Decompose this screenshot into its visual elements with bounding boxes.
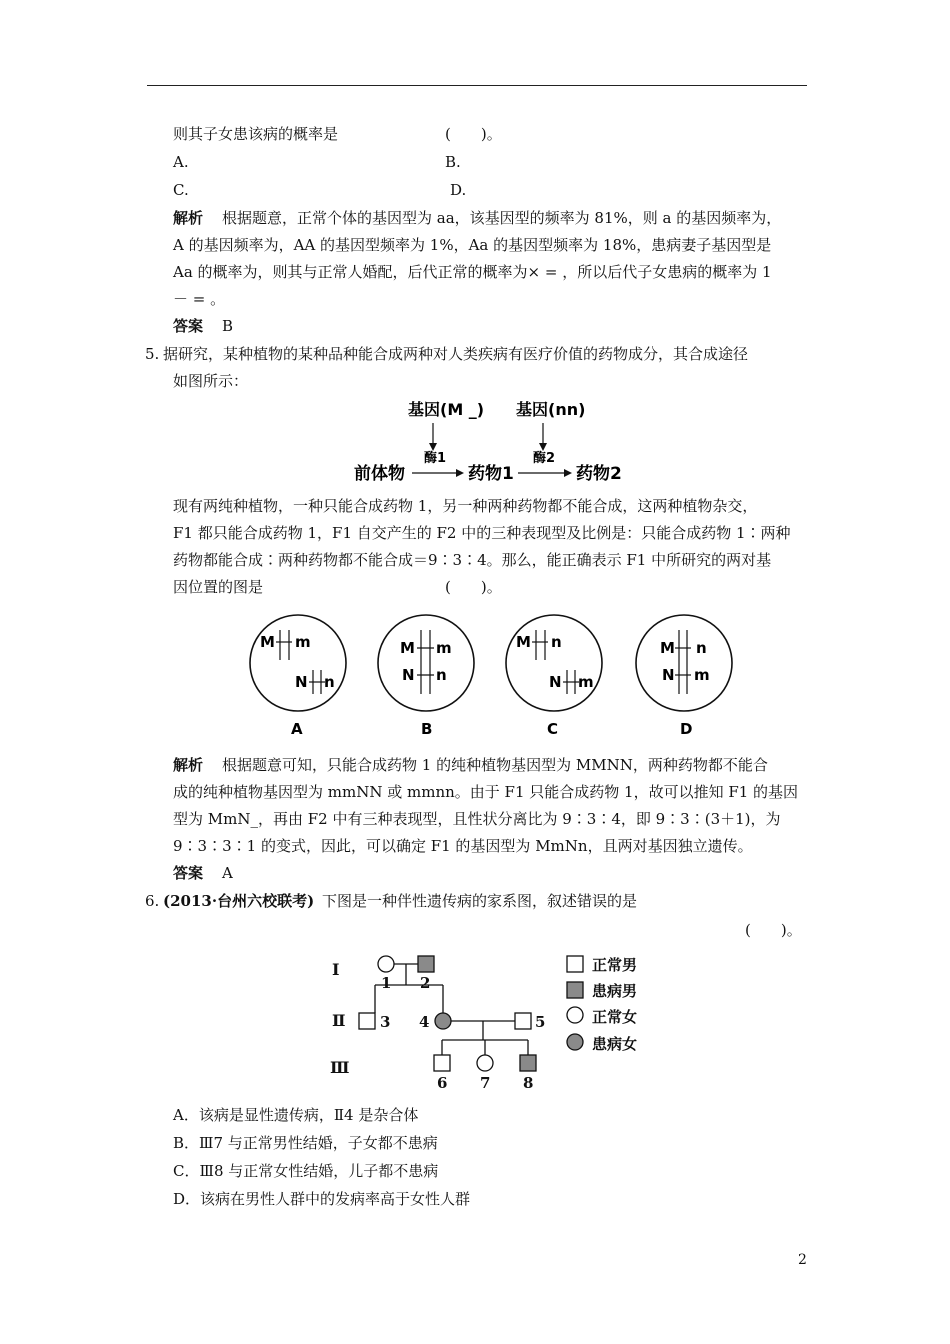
individual-7-normal-female <box>477 1055 493 1071</box>
allele-label: n <box>551 633 562 651</box>
legend-normal-female: 正常女 <box>592 1008 638 1026</box>
cell-diagram-d <box>636 615 732 738</box>
q4-analysis-line: Aa 的概率为，则其与正常人婚配，后代正常的概率为× = ，所以后代子女患病的概率为 1 <box>173 263 772 281</box>
legend-affected-male-icon <box>567 982 583 998</box>
q4-option-a: A. <box>173 153 189 171</box>
q4-paren: ( )。 <box>445 125 502 143</box>
q5-paren: ( )。 <box>445 578 502 596</box>
allele-label: M <box>400 639 415 657</box>
q6-option-d: D．该病在男性人群中的发病率高于女性人群 <box>173 1190 471 1208</box>
cell-diagram-a <box>250 615 346 738</box>
legend-normal-male-icon <box>567 956 583 972</box>
allele-label: n <box>436 666 447 684</box>
individual-number: 8 <box>523 1074 534 1092</box>
q5-answer-label: 答案 <box>173 864 204 882</box>
down-arrow-icon <box>429 443 437 451</box>
allele-label: M <box>516 633 531 651</box>
right-arrow-icon <box>456 469 464 477</box>
allele-label: N <box>549 673 562 691</box>
precursor-label: 前体物 <box>354 464 405 484</box>
cell-diagram-b <box>378 615 474 738</box>
q6-stem: 下图是一种伴性遗传病的家系图，叙述错误的是 <box>322 892 638 910</box>
individual-number: 5 <box>535 1013 546 1031</box>
legend-normal-female-icon <box>567 1007 583 1023</box>
legend-affected-female: 患病女 <box>592 1035 638 1053</box>
individual-5-normal-male <box>515 1013 531 1029</box>
q5-body-line: F1 都只能合成药物 1，F1 自交产生的 F2 中的三种表现型及比例是：只能合成药物 1∶两种 <box>173 524 791 542</box>
legend-affected-male: 患病男 <box>592 982 638 1000</box>
allele-label: m <box>694 666 710 684</box>
individual-6-normal-male <box>434 1055 450 1071</box>
q5-analysis-line: 9∶3∶3∶1 的变式，因此，可以确定 F1 的基因型为 MmNn，且两对基因独立遗传。 <box>173 837 753 855</box>
individual-number: 2 <box>420 974 431 992</box>
cell-option-label: A <box>291 720 303 738</box>
allele-label: M <box>660 639 675 657</box>
q5-body-line: 因位置的图是 <box>173 578 264 596</box>
allele-label: m <box>295 633 311 651</box>
q6-paren: ( )。 <box>745 921 802 939</box>
q6-source: (2013·台州六校联考) <box>163 892 315 910</box>
q4-stem: 则其子女患该病的概率是 <box>173 125 339 143</box>
cell-option-label: D <box>680 720 693 738</box>
q5-analysis-line: 型为 MmN_，再由 F2 中有三种表现型，且性状分离比为 9∶3∶4，即 9∶3∶(3＋1)，为 <box>173 810 781 828</box>
q4-answer: B <box>222 317 234 335</box>
legend-affected-female-icon <box>567 1034 583 1050</box>
individual-number: 1 <box>381 974 392 992</box>
down-arrow-icon <box>539 443 547 451</box>
page-number: 2 <box>798 1252 807 1268</box>
individual-number: 3 <box>380 1013 391 1031</box>
q5-answer: A <box>222 864 233 882</box>
allele-label: N <box>402 666 415 684</box>
q4-option-b: B. <box>445 153 461 171</box>
cell-option-label: C <box>547 720 559 738</box>
drug2-label: 药物2 <box>576 464 622 484</box>
q5-analysis-line: 根据题意可知，只能合成药物 1 的纯种植物基因型为 MMNN，两种药物都不能合 <box>222 756 768 774</box>
allele-label: m <box>436 639 452 657</box>
q6-option-c: C．Ⅲ8 与正常女性结婚，儿子都不患病 <box>173 1162 439 1180</box>
drug1-label: 药物1 <box>468 464 514 484</box>
individual-number: 6 <box>437 1074 448 1092</box>
q5-body-line: 现有两纯种植物，一种只能合成药物 1，另一种两种药物都不能合成，这两种植物杂交， <box>173 497 758 515</box>
q4-analysis-label: 解析 <box>173 209 204 227</box>
allele-label: M <box>260 633 275 651</box>
q5-analysis-line: 成的纯种植物基因型为 mmNN 或 mmnn。由于 F1 只能合成药物 1，故可以推知 F1 的基因 <box>173 783 799 801</box>
q5-body-line: 药物都能合成∶两种药物都不能合成＝9∶3∶4。那么，能正确表示 F1 中所研究的两对基 <box>173 551 772 569</box>
gene-m-label: 基因(M _) <box>408 400 485 419</box>
individual-1-normal-female <box>378 956 394 972</box>
individual-2-affected-male <box>418 956 434 972</box>
enzyme1-label: 酶1 <box>424 451 447 466</box>
cell-diagram-c <box>506 615 602 738</box>
q5-analysis-label: 解析 <box>173 756 204 774</box>
q4-analysis-line: A 的基因频率为，AA 的基因型频率为 1%，Aa 的基因型频率为 18%，患病妻子基因型是 <box>173 236 772 254</box>
enzyme2-label: 酶2 <box>533 451 556 466</box>
q6-number: 6. <box>145 892 160 910</box>
generation-label: Ⅰ <box>332 960 340 979</box>
q4-option-d: D. <box>450 181 467 199</box>
individual-number: 7 <box>480 1074 491 1092</box>
q5-number: 5. <box>145 345 160 363</box>
allele-label: m <box>578 673 594 691</box>
q4-option-c: C. <box>173 181 189 199</box>
allele-label: n <box>324 673 335 691</box>
generation-label: Ⅱ <box>332 1011 346 1030</box>
q6-option-a: A．该病是显性遗传病，Ⅱ4 是杂合体 <box>173 1106 419 1124</box>
allele-label: N <box>295 673 308 691</box>
individual-4-affected-female <box>435 1013 451 1029</box>
q4-answer-label: 答案 <box>173 317 204 335</box>
q4-analysis-line: － = 。 <box>173 290 226 308</box>
allele-label: N <box>662 666 675 684</box>
q4-analysis-line: 根据题意，正常个体的基因型为 aa，该基因型的频率为 81%，则 a 的基因频率为， <box>222 209 782 227</box>
header-rule <box>147 85 807 86</box>
individual-number: 4 <box>419 1013 430 1031</box>
cell-diagrams <box>240 608 760 743</box>
cell-option-label: B <box>421 720 433 738</box>
q5-stem-line: 如图所示： <box>173 372 249 390</box>
generation-label: Ⅲ <box>330 1058 350 1077</box>
right-arrow-icon <box>564 469 572 477</box>
legend-normal-male: 正常男 <box>592 956 638 974</box>
individual-8-affected-male <box>520 1055 536 1071</box>
individual-3-normal-male <box>359 1013 375 1029</box>
gene-nn-label: 基因(nn) <box>516 400 586 419</box>
synthesis-pathway-diagram <box>340 395 660 490</box>
pedigree-chart <box>325 945 685 1095</box>
q6-option-b: B．Ⅲ7 与正常男性结婚，子女都不患病 <box>173 1134 438 1152</box>
q5-stem-line: 据研究，某种植物的某种品种能合成两种对人类疾病有医疗价值的药物成分，其合成途径 <box>163 345 749 363</box>
allele-label: n <box>696 639 707 657</box>
